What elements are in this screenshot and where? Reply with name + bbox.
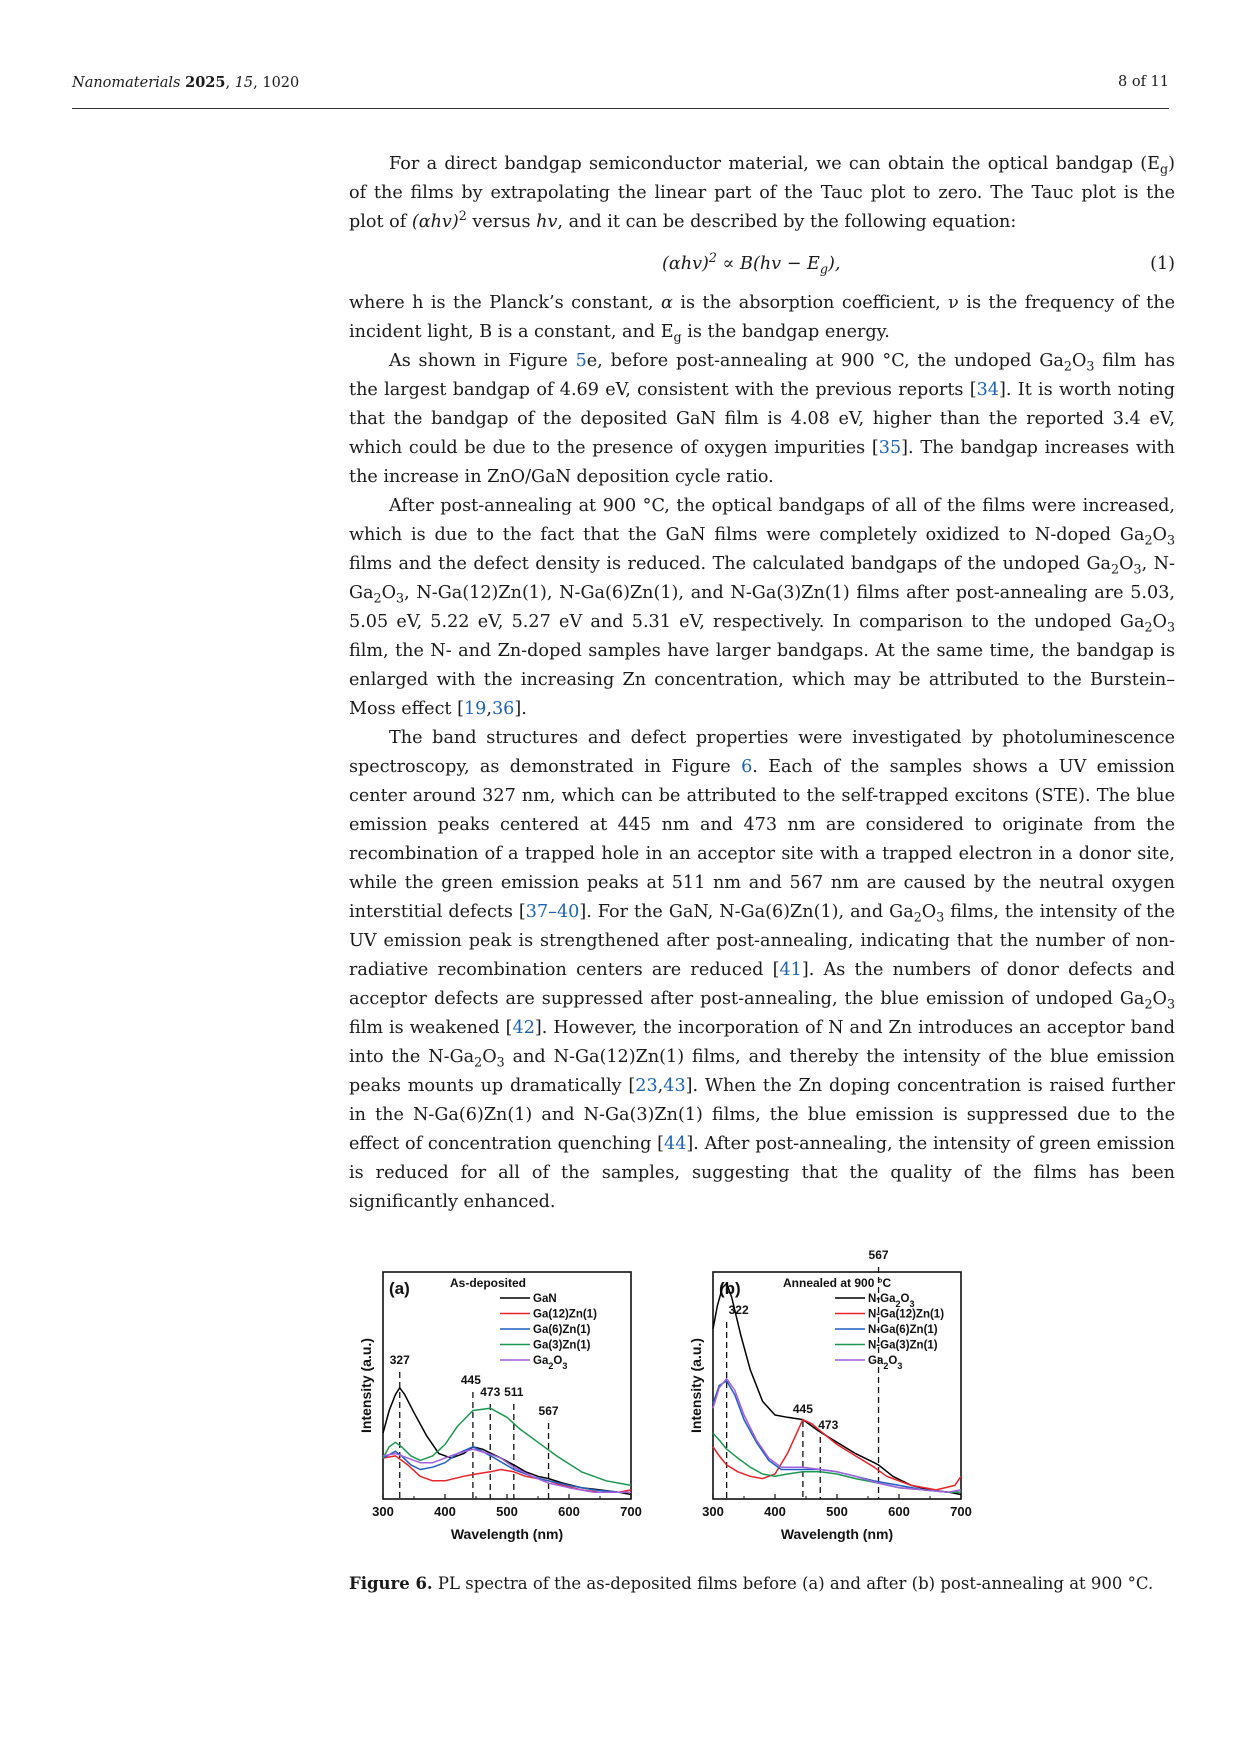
paragraph-bandgap-before: As shown in Figure 5e, before post-annealing at 900 °C, the undoped $Ga_2O_3$ film has the largest bandgap of 4.69 eV, consistent with the previous reports [34]. It is worth noting that the bandgap of the deposited GaN film is 4.08 eV, higher than the reported 3.4 eV, which could be due to the presence of oxygen impurities [35]. The bandgap increases with the increase in ZnO/GaN deposition cycle ratio. <box>349 351 1175 487</box>
legend-subscript: 3 <box>909 1299 915 1309</box>
legend-label-text: N-Ga(3)Zn(1) <box>868 1339 938 1352</box>
citation-link[interactable]: 43 <box>663 1076 686 1096</box>
x-tick-label: 700 <box>950 1504 972 1519</box>
figure6-panel-a <box>350 1262 695 1561</box>
legend-label <box>868 1355 902 1371</box>
citation-link[interactable]: 36 <box>491 699 515 719</box>
legend-subscript: 3 <box>897 1361 903 1371</box>
x-tick-label: 600 <box>888 1504 910 1519</box>
x-axis-title: Wavelength (nm) <box>780 1526 894 1542</box>
pl-spectra-as-deposited-chart <box>350 1262 695 1557</box>
citation-link[interactable]: 23 <box>635 1076 658 1096</box>
legend-label <box>533 1293 557 1305</box>
series-line <box>383 1388 631 1495</box>
legend-label-text: Ga <box>533 1355 549 1367</box>
peak-label: 445 <box>460 1373 481 1387</box>
legend-subscript: 2 <box>895 1299 901 1309</box>
figure-label: Figure 6. <box>349 1574 433 1593</box>
equation-number: (1) <box>1150 254 1175 274</box>
legend-label-text: N-Ga(12)Zn(1) <box>868 1308 945 1321</box>
citation-link[interactable]: 37–40 <box>525 902 580 922</box>
legend-subscript: 2 <box>883 1361 889 1371</box>
legend-label-text: N-Ga <box>868 1293 896 1305</box>
series-line <box>713 1379 961 1493</box>
journal-year: 2025 <box>185 74 226 91</box>
panel-title: As-deposited <box>450 1276 527 1290</box>
peak-label: 567 <box>538 1404 559 1418</box>
legend-label-text: O <box>553 1355 563 1367</box>
panel-label: (a) <box>389 1279 410 1298</box>
legend-label <box>868 1293 914 1309</box>
journal-volume: 15 <box>234 75 254 91</box>
x-tick-label: 700 <box>620 1504 642 1519</box>
figure-link[interactable]: 6 <box>741 757 753 777</box>
legend-label <box>533 1340 591 1352</box>
figure-caption <box>349 1574 1153 1593</box>
y-axis-title: Intensity (a.u.) <box>358 1338 374 1433</box>
legend-label <box>868 1340 938 1352</box>
peak-label: 445 <box>792 1402 813 1416</box>
legend-subscript: 3 <box>562 1361 568 1371</box>
legend-label-text: Ga(12)Zn(1) <box>533 1308 597 1321</box>
equation-expression: $(\alpha hv)^2 \propto B(hv - E_g)$, <box>662 250 841 277</box>
legend-label <box>533 1324 591 1336</box>
series-line <box>383 1447 631 1492</box>
peak-label: 567 <box>868 1248 889 1262</box>
x-tick-label: 500 <box>496 1504 518 1519</box>
legend-label <box>868 1309 944 1321</box>
figure-link[interactable]: 5 <box>575 351 587 371</box>
citation-link[interactable]: 44 <box>664 1134 687 1154</box>
running-header <box>72 70 1169 109</box>
citation-link[interactable]: 41 <box>779 960 802 980</box>
x-axis-title: Wavelength (nm) <box>450 1526 564 1542</box>
figure6-panel-b <box>688 1248 1052 1561</box>
legend-subscript: 2 <box>548 1361 554 1371</box>
x-tick-label: 500 <box>826 1504 848 1519</box>
legend-label-text: O <box>888 1355 898 1367</box>
paragraph-symbols: where h is the Planck’s constant, α is the absorption coefficient, ν is the frequency of the incident light, B is a constant, and $E_g$ is the bandgap energy. <box>349 293 1175 345</box>
legend-label <box>533 1355 567 1371</box>
panel-label: (b) <box>719 1279 741 1298</box>
paragraph-tauc: For a direct bandgap semiconductor material, we can obtain the optical bandgap $(E_g)$ of the films by extrapolating the linear part of the Tauc plot to zero. The Tauc plot is the plot of $(\alpha hv)^2$ versus hv, and it can be described by the following equation: <box>349 154 1175 232</box>
series-line <box>383 1408 631 1485</box>
legend-label <box>868 1324 938 1336</box>
legend-label-text: Ga <box>868 1355 884 1367</box>
y-axis-title: Intensity (a.u.) <box>688 1338 704 1433</box>
citation-link[interactable]: 34 <box>976 380 999 400</box>
x-tick-label: 300 <box>372 1504 394 1519</box>
peak-label: 473 <box>818 1418 839 1432</box>
legend-label-text: GaN <box>533 1293 557 1305</box>
x-tick-label: 600 <box>558 1504 580 1519</box>
citation-link[interactable]: 35 <box>878 438 902 458</box>
pl-spectra-annealed-chart <box>688 1248 1052 1557</box>
page-number: 8 of 11 <box>1118 74 1169 90</box>
peak-label: 511 <box>504 1385 524 1399</box>
peak-label: 322 <box>728 1303 749 1317</box>
journal-citation: Nanomaterials 2025, 15, 1020 <box>72 74 300 91</box>
equation-1 <box>349 241 1175 287</box>
legend-label-text: Ga(3)Zn(1) <box>533 1339 591 1352</box>
legend-label-text: N-Ga(6)Zn(1) <box>868 1324 938 1336</box>
citation-link[interactable]: 19 <box>463 699 487 719</box>
body-text <box>349 150 1175 1217</box>
plot-frame <box>713 1272 961 1499</box>
x-tick-label: 400 <box>434 1504 456 1519</box>
paragraph-bandgap-after: After post-annealing at 900 °C, the optical bandgaps of all of the films were increased, which is due to the fact that the GaN films were completely oxidized to N-doped $Ga_2O_3$ films and the defect density is reduced. The calculated bandgaps of the undoped $Ga_2O_3$, $N-Ga_2O_3$, N-Ga(12)Zn(1), N-Ga(6)Zn(1), and N-Ga(3)Zn(1) films after post-annealing are 5.03, 5.05 eV, 5.22 eV, 5.27 eV and 5.31 eV, respectively. In comparison to the undoped $Ga_2O_3$ film, the N- and Zn-doped samples have larger bandgaps. At the same time, the bandgap is enlarged with the increasing Zn concentration, which may be attributed to the Burstein–Moss effect [19,36]. <box>349 496 1175 719</box>
x-tick-label: 300 <box>702 1504 724 1519</box>
panel-title: Annealed at 900 °C <box>783 1276 892 1290</box>
article-number: 1020 <box>262 75 300 91</box>
x-tick-label: 400 <box>764 1504 786 1519</box>
citation-link[interactable]: 42 <box>512 1018 535 1038</box>
peak-label: 473 <box>480 1385 501 1399</box>
caption-text: PL spectra of the as-deposited films before (a) and after (b) post-annealing at 900 °C. <box>432 1574 1154 1593</box>
legend-label-text: Ga(6)Zn(1) <box>533 1324 591 1336</box>
peak-label: 327 <box>389 1353 410 1367</box>
journal-name: Nanomaterials <box>72 75 181 91</box>
paragraph-photoluminescence: The band structures and defect properties were investigated by photoluminescence spectroscopy, as demonstrated in Figure 6. Each of the samples shows a UV emission center around 327 nm, which can be attributed to the self-trapped excitons (STE). The blue emission peaks centered at 445 nm and 473 nm are considered to originate from the recombination of a trapped hole in an acceptor site with a trapped electron in a donor site, while the green emission peaks at 511 nm and 567 nm are caused by the neutral oxygen interstitial defects [37–40]. For the GaN, N-Ga(6)Zn(1), and $Ga_2O_3$ films, the intensity of the UV emission peak is strengthened after post-annealing, indicating that the number of non-radiative recombination centers are reduced [41]. As the numbers of donor defects and acceptor defects are suppressed after post-annealing, the blue emission of undoped $Ga_2O_3$ film is weakened [42]. However, the incorporation of N and Zn introduces an acceptor band into the $N-Ga_2O_3$ and N-Ga(12)Zn(1) films, and thereby the intensity of the blue emission peaks mounts up dramatically [23,43]. When the Zn doping concentration is raised further in the N-Ga(6)Zn(1) and N-Ga(3)Zn(1) films, the blue emission is suppressed due to the effect of concentration quenching [44]. After post-annealing, the intensity of green emission is reduced for all of the samples, suggesting that the quality of the films has been significantly enhanced. <box>349 728 1176 1212</box>
legend-label <box>533 1309 597 1321</box>
legend-label-text: O <box>900 1293 910 1305</box>
